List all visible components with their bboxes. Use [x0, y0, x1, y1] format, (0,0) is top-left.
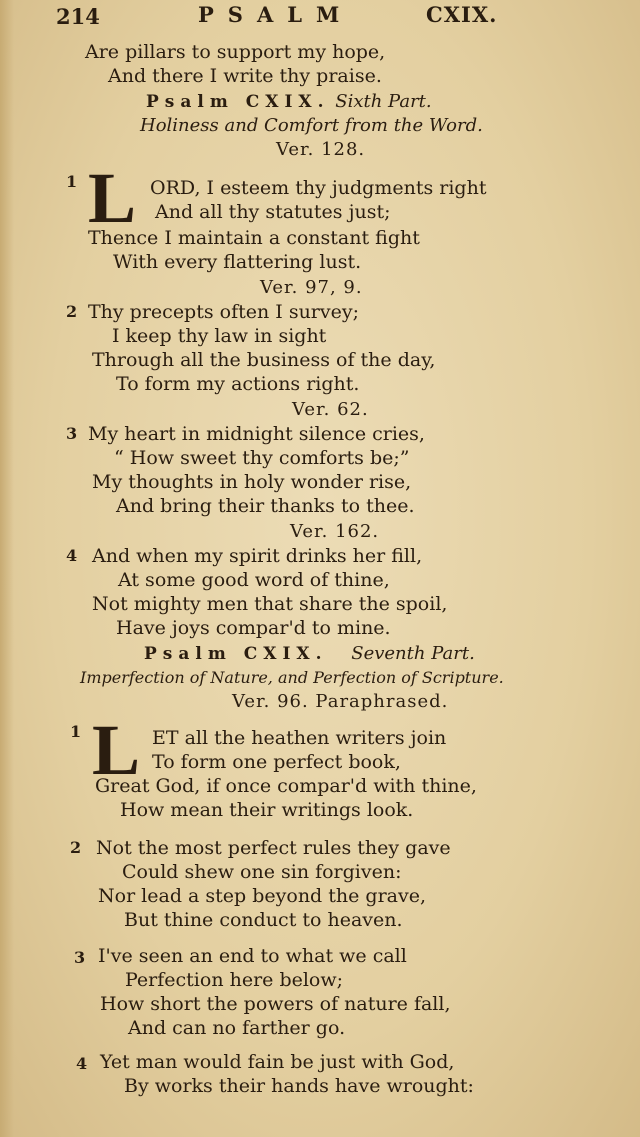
verse-line: Could shew one sin forgiven: — [122, 861, 402, 883]
verse-line: Yet man would fain be just with God, — [100, 1051, 455, 1073]
verse-reference: Ver. 62. — [292, 399, 369, 420]
running-header — [56, 2, 500, 32]
verse-line: Nor lead a step beyond the grave, — [98, 885, 427, 907]
part-label: Seventh Part. — [351, 643, 475, 664]
section-heading — [146, 90, 432, 114]
verse-line: With every flattering lust. — [113, 251, 362, 273]
verse-line: Not the most perfect rules they gave — [96, 837, 451, 859]
verse-reference: Ver. 128. — [276, 139, 366, 160]
verse-line: Have joys compar'd to mine. — [116, 617, 391, 639]
verse-reference: Ver. 162. — [290, 521, 380, 542]
stanza-number: 4 — [76, 1054, 88, 1073]
verse-line: Great God, if once compar'd with thine, — [95, 775, 477, 797]
stanza-number: 2 — [66, 302, 78, 321]
verse-line: Are pillars to support my hope, — [85, 41, 386, 63]
drop-cap: L — [88, 158, 137, 238]
verse-line: ET all the heathen writers join — [152, 727, 447, 749]
verse-line: “ How sweet thy comforts be;” — [114, 447, 410, 469]
verse-line: And bring their thanks to thee. — [116, 495, 415, 517]
verse-line: And can no farther go. — [128, 1017, 346, 1039]
verse-line: Thy precepts often I survey; — [88, 301, 360, 323]
verse-line: My heart in midnight silence cries, — [88, 423, 425, 445]
stanza-number: 1 — [70, 722, 82, 741]
drop-cap: L — [92, 710, 141, 790]
verse-line: But thine conduct to heaven. — [124, 909, 403, 931]
verse-line: I keep thy law in sight — [112, 325, 327, 347]
section-subtitle: Holiness and Comfort from the Word. — [140, 115, 483, 136]
running-title: PSALM — [198, 2, 354, 27]
verse-reference: Ver. 97, 9. — [260, 277, 363, 298]
verse-line: And there I write thy praise. — [108, 65, 382, 87]
part-label: Sixth Part. — [335, 91, 432, 112]
stanza-number: 3 — [74, 948, 86, 967]
page-number: 214 — [56, 4, 100, 29]
verse-line: Thence I maintain a constant fight — [88, 227, 420, 249]
verse-line: I've seen an end to what we call — [98, 945, 407, 967]
section-heading — [144, 642, 475, 666]
verse-line: And when my spirit drinks her fill, — [92, 545, 423, 567]
verse-line: By works their hands have wrought: — [124, 1075, 474, 1097]
verse-line: Not mighty men that share the spoil, — [92, 593, 448, 615]
stanza-number: 4 — [66, 546, 78, 565]
verse-reference: Ver. 96. Paraphrased. — [232, 691, 449, 712]
verse-line: To form my actions right. — [116, 373, 360, 395]
verse-line: Perfection here below; — [125, 969, 344, 991]
section-subtitle: Imperfection of Nature, and Perfection of Scripture. — [80, 668, 504, 687]
stanza-number: 3 — [66, 424, 78, 443]
verse-line: At some good word of thine, — [118, 569, 390, 591]
psalm-label: Psalm CXIX. — [144, 644, 328, 664]
verse-line: And all thy statutes just; — [155, 201, 391, 223]
verse-line: To form one perfect book, — [152, 751, 401, 773]
verse-line: ORD, I esteem thy judgments right — [150, 177, 487, 199]
psalm-label: Psalm CXIX. — [146, 92, 330, 112]
stanza-number: 2 — [70, 838, 82, 857]
verse-line: My thoughts in holy wonder rise, — [92, 471, 412, 493]
verse-line: How mean their writings look. — [120, 799, 414, 821]
stanza-number: 1 — [66, 172, 78, 191]
verse-line: How short the powers of nature fall, — [100, 993, 451, 1015]
verse-line: Through all the business of the day, — [92, 349, 436, 371]
psalm-number: CXIX. — [426, 2, 498, 27]
